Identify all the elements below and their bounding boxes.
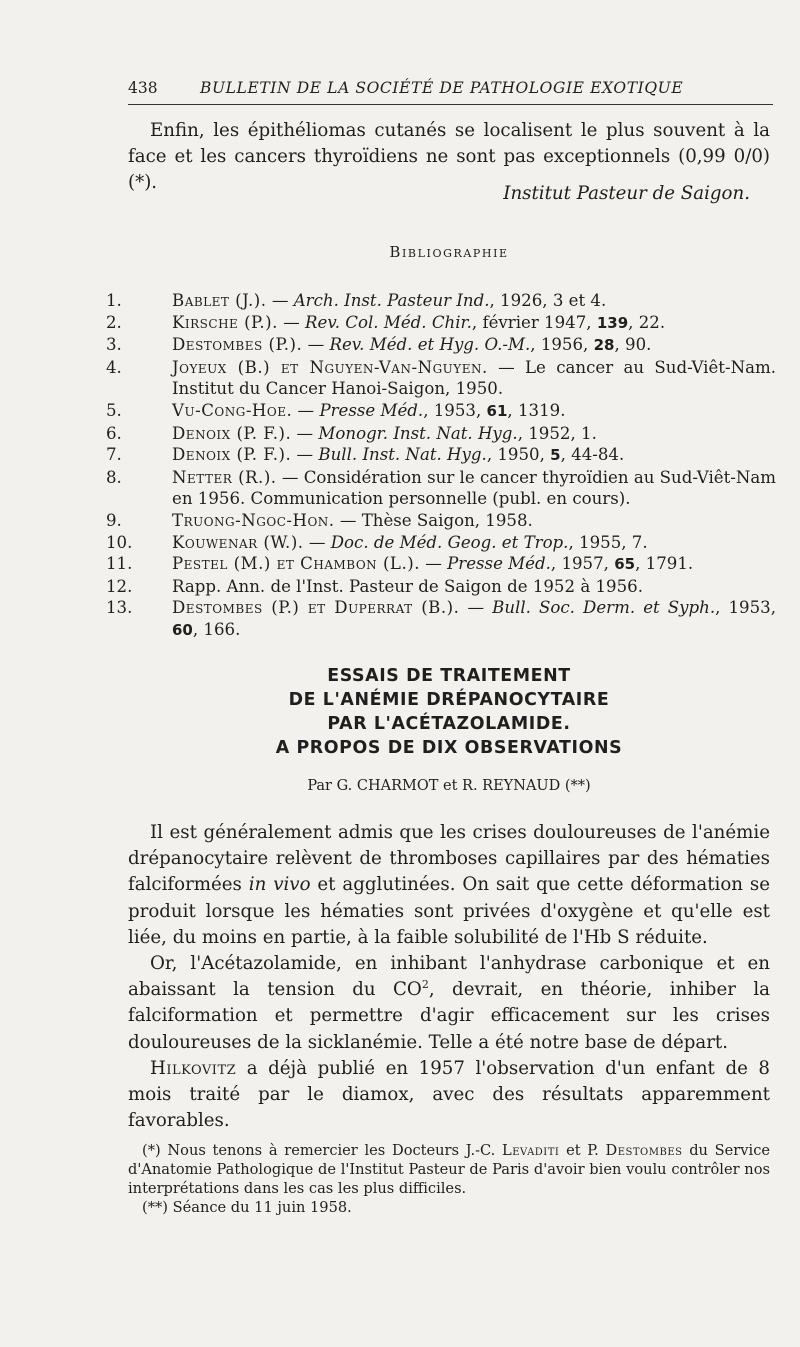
reference-item: 11. Pestel (M.) et Chambon (L.). — Presse Méd., 1957, 65, 1791.: [106, 554, 694, 574]
footnote: (**) Séance du 11 juin 1958.: [142, 1199, 352, 1216]
paragraph: Hilkovitz a déjà publié en 1957 l'observation d'un enfant de 8 mois traité par le diamox, avec des résultats apparemment favorables.: [128, 1057, 770, 1132]
running-title: BULLETIN DE LA SOCIÉTÉ DE PATHOLOGIE EXOTIQUE: [200, 79, 684, 97]
title-line: PAR L'ACÉTAZOLAMIDE.: [327, 714, 571, 734]
reference-item: 8. Netter (R.). — Considération sur le cancer thyroïdien au Sud-Viêt-Nam en 1956. Communication personnelle (publ. en cours).: [106, 467, 776, 509]
reference-item: 3. Destombes (P.). — Rev. Méd. et Hyg. O.-M., 1956, 28, 90.: [106, 335, 652, 355]
paragraph: Or, l'Acétazolamide, en inhibant l'anhydrase carbonique et en abaissant la tension du $CO^2$, devrait, en théorie, inhiber la falciformation et permettre d'agir efficacement sur les crises douloureuses de la sicklanémie. Telle a été notre base de départ.: [128, 953, 770, 1053]
closing-paragraph: Enfin, les épithéliomas cutanés se localisent le plus souvent à la face et les cancers thyroïdiens ne sont pas exceptionnels (0,99 0/0) (*).: [128, 120, 770, 194]
header-rule: [128, 104, 773, 105]
reference-item: 13. Destombes (P.) et Duperrat (B.). — Bull. Soc. Derm. et Syph., 1953, 60, 166.: [106, 598, 776, 639]
reference-item: 4. Joyeux (B.) et Nguyen-Van-Nguyen. — Le cancer au Sud-Viêt-Nam. Institut du Cancer Hanoi-Saigon, 1950.: [106, 357, 776, 399]
reference-item: 12. Rapp. Ann. de l'Inst. Pasteur de Saigon de 1952 à 1956.: [106, 576, 643, 596]
reference-item: 6. Denoix (P. F.). — Monogr. Inst. Nat. Hyg., 1952, 1.: [106, 423, 597, 443]
article-title: [128, 664, 770, 760]
institution-signature: Institut Pasteur de Saigon.: [503, 183, 750, 204]
paragraph: Il est généralement admis que les crises douloureuses de l'anémie drépanocytaire relèvent de thromboses capillaires par des hématies falciformées in vivo et agglutinées. On sait que cette déformation se produit lorsque les hématies sont privées d'oxygène et qu'elle est liée, du moins en partie, à la faible solubilité de l'Hb S réduite.: [128, 822, 770, 948]
footnote: (*) Nous tenons à remercier les Docteurs J.-C. Levaditi et P. Destombes du Service d'Anatomie Pathologique de l'Institut Pasteur de Paris d'avoir bien voulu contrôler nos interprétations dans les cas les plus difficiles.: [128, 1142, 771, 1197]
reference-item: 9. Truong-Ngoc-Hon. — Thèse Saigon, 1958.: [106, 510, 533, 530]
reference-item: 10. Kouwenar (W.). — Doc. de Méd. Geog. et Trop., 1955, 7.: [106, 532, 648, 552]
title-line: ESSAIS DE TRAITEMENT: [327, 666, 571, 686]
page-number: 438: [128, 79, 158, 97]
reference-item: 7. Denoix (P. F.). — Bull. Inst. Nat. Hyg., 1950, 5, 44-84.: [106, 445, 625, 465]
bibliography-heading: Bibliographie: [389, 243, 509, 261]
title-line: A PROPOS DE DIX OBSERVATIONS: [275, 738, 623, 758]
reference-item: 2. Kirsche (P.). — Rev. Col. Méd. Chir., février 1947, 139, 22.: [106, 312, 666, 332]
title-line: DE L'ANÉMIE DRÉPANOCYTAIRE: [288, 690, 610, 710]
running-head: [128, 79, 773, 97]
reference-item: 5. Vu-Cong-Hoe. — Presse Méd., 1953, 61, 1319.: [106, 400, 566, 420]
article-body: [128, 820, 770, 1134]
reference-item: 1. Bablet (J.). — Arch. Inst. Pasteur Ind., 1926, 3 et 4.: [106, 291, 607, 310]
footnotes: [128, 1141, 770, 1217]
article-byline: Par G. CHARMOT et R. REYNAUD (**): [307, 778, 591, 794]
bibliography-list: [106, 290, 776, 642]
